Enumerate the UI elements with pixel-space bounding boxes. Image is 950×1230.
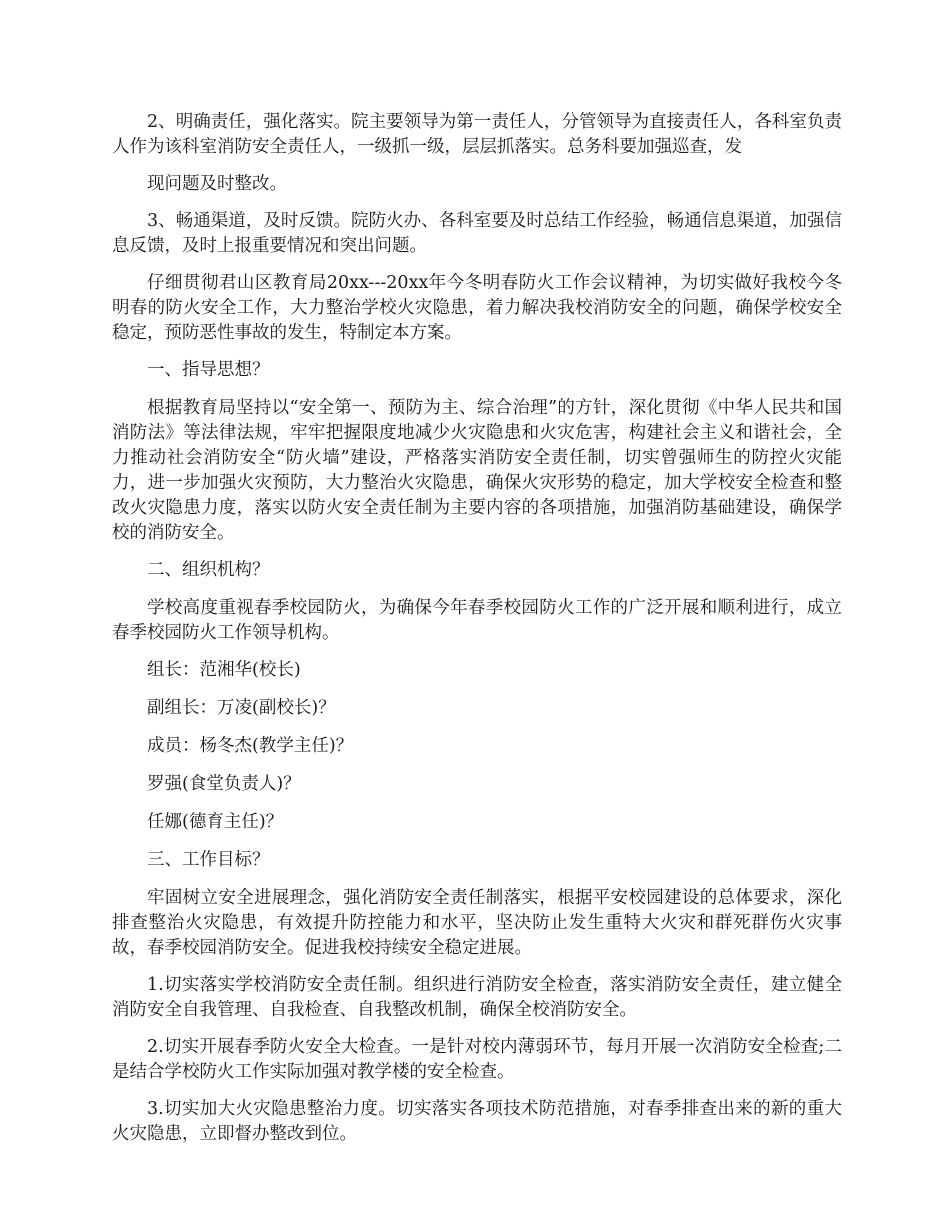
member-deputy-leader: 副组长：万凌(副校长)？ [147, 698, 336, 718]
paragraph-intro: 仔细贯彻君山区教育局20xx---20xx年今冬明春防火工作会议精神，为切实做好我校今冬明春的防火安全工作，大力整治学校火灾隐患，着力解决我校消防安全的问题，确保学校安全稳定，预防恶性事故的发生，特制定本方案。 [112, 273, 842, 343]
heading-work-goals: 三、工作目标？ [147, 850, 270, 870]
member-leader: 组长：范湘华(校长) [147, 660, 301, 680]
paragraph-guiding-thought: 根据教育局坚持以“安全第一、预防为主、综合治理”的方针，深化贯彻《中华人民共和国消防法》等法律法规，牢牢把握限度地减少火灾隐患和火灾危害，构建社会主义和谐社会，全力推动社会消防安全“防火墙”建设，严格落实消防安全责任制，切实曾强师生的防控火灾能力，进一步加强火灾预防，大力整治火灾隐患，确保火灾形势的稳定，加大学校安全检查和整改火灾隐患力度，落实以防火安全责任制为主要内容的各项措施，加强消防基础建设，确保学校的消防安全。 [112, 398, 842, 543]
paragraph-responsibility-continued: 现问题及时整改。 [147, 174, 287, 194]
goal-item-2: 2.切实开展春季防火安全大检查。一是针对校内薄弱环节，每月开展一次消防安全检查;二是结合学校防火工作实际加强对教学楼的安全检查。 [112, 1037, 842, 1082]
goal-item-1: 1.切实落实学校消防安全责任制。组织进行消防安全检查，落实消防安全责任，建立健全消防安全自我管理、自我检查、自我整改机制，确保全校消防安全。 [112, 975, 842, 1020]
heading-organization: 二、组织机构？ [147, 560, 270, 580]
document-body [112, 110, 842, 1159]
goal-item-3: 3.切实加大火灾隐患整治力度。切实落实各项技术防范措施，对春季排查出来的新的重大火灾隐患，立即督办整改到位。 [112, 1099, 842, 1144]
paragraph-organization: 学校高度重视春季校园防火，为确保今年春季校园防火工作的广泛开展和顺利进行，成立春季校园防火工作领导机构。 [112, 598, 842, 643]
paragraph-feedback: 3、畅通渠道，及时反馈。院防火办、各科室要及时总结工作经验，畅通信息渠道，加强信息反馈，及时上报重要情况和突出问题。 [112, 211, 842, 256]
paragraph-work-goals: 牢固树立安全进展理念，强化消防安全责任制落实，根据平安校园建设的总体要求，深化排查整治火灾隐患，有效提升防控能力和水平，坚决防止发生重特大火灾和群死群伤火灾事故，春季校园消防安全。促进我校持续安全稳定进展。 [112, 888, 842, 958]
heading-guiding-thought: 一、指导思想？ [147, 360, 270, 380]
member-canteen: 罗强(食堂负责人)？ [147, 774, 301, 794]
paragraph-responsibility: 2、明确责任，强化落实。院主要领导为第一责任人，分管领导为直接责任人，各科室负责人作为该科室消防安全责任人，一级抓一级，层层抓落实。总务科要加强巡查，发 [112, 112, 842, 157]
member-teaching: 成员：杨冬杰(教学主任)？ [147, 736, 354, 756]
member-moral-education: 任娜(德育主任)？ [147, 812, 284, 832]
